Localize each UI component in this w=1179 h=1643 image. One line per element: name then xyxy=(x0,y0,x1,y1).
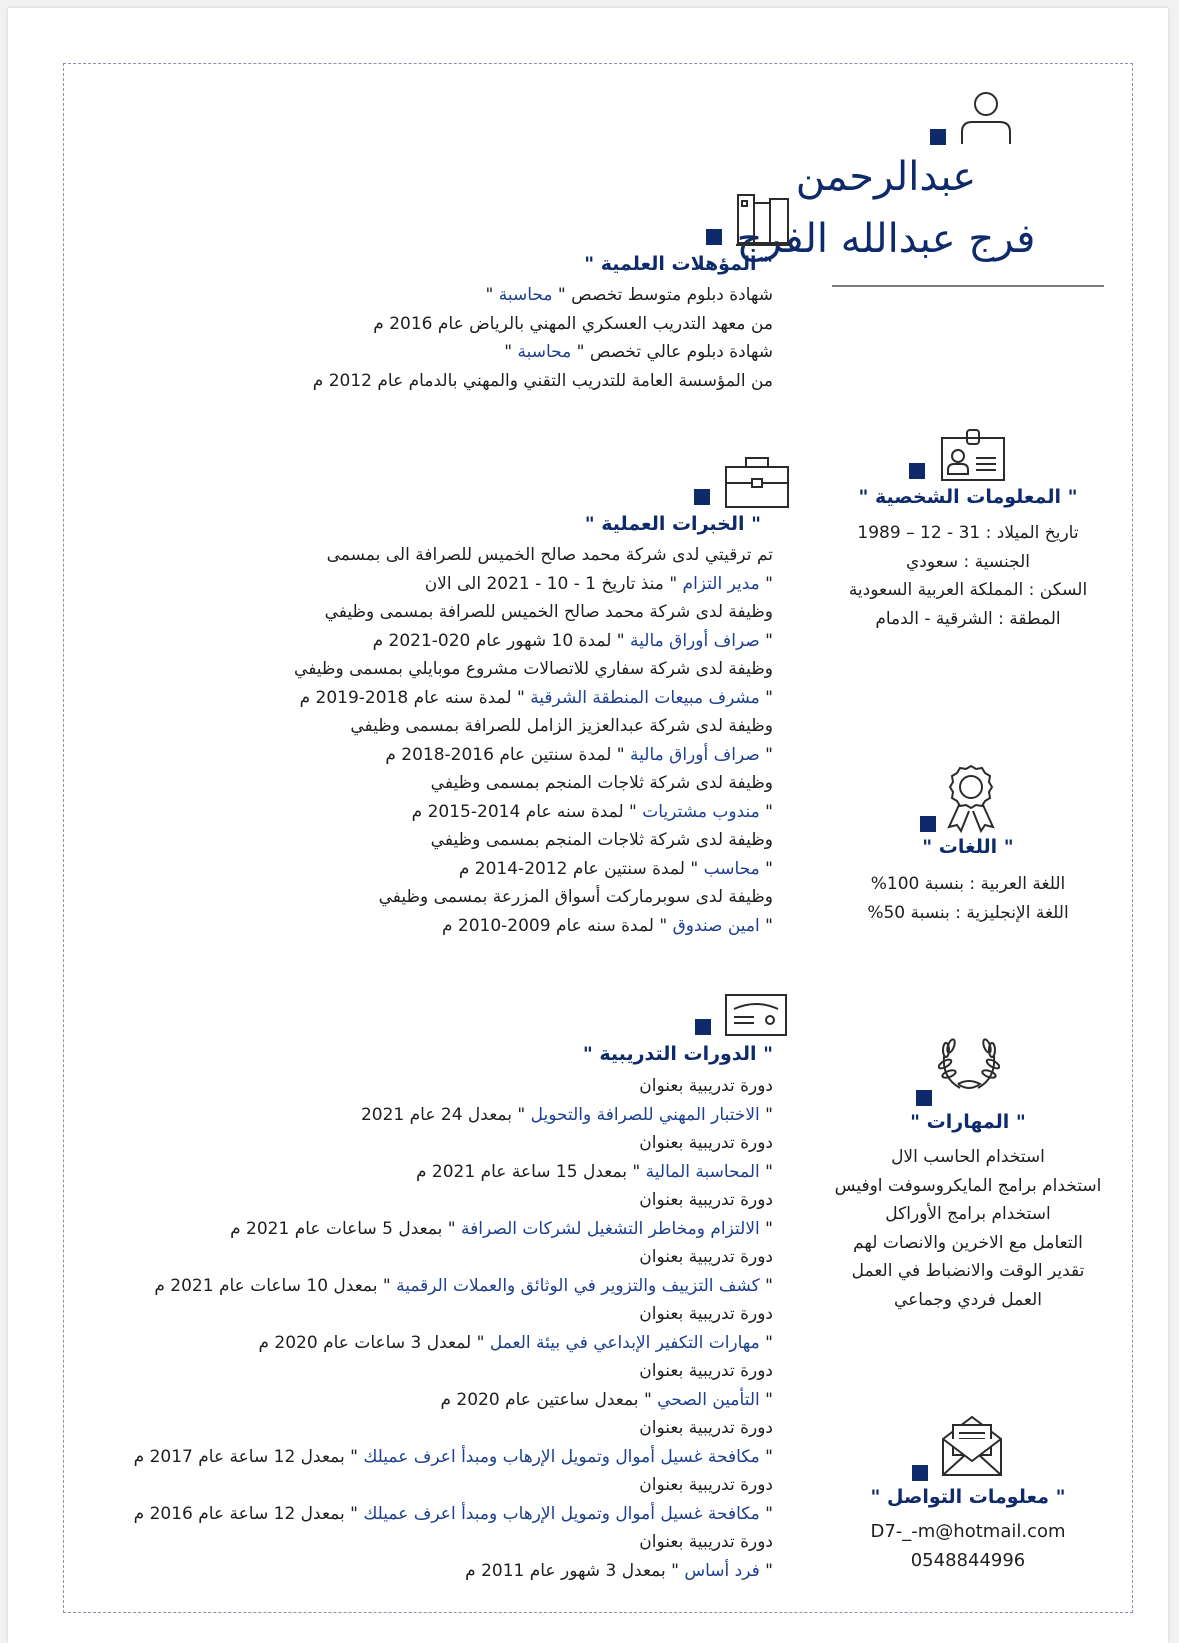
courses-list xyxy=(134,1072,773,1585)
line-text: " xyxy=(759,1503,773,1524)
courses-title: " الدورات التدريبية " xyxy=(582,1043,773,1065)
skill-line: تقدير الوقت والانضباط في العمل xyxy=(851,1261,1085,1281)
language-line: اللغة العربية : بنسبة 100% xyxy=(870,874,1066,894)
highlight-text: الالتزام ومخاطر التشغيل لشركات الصرافة xyxy=(461,1218,760,1239)
line-text: " لمدة سنه عام 2009-2010 م xyxy=(441,915,673,936)
line-text: " xyxy=(759,1104,773,1125)
course-line xyxy=(134,1528,773,1557)
highlight-text: كشف التزييف والتزوير في الوثائق والعملات الرقمية xyxy=(396,1275,760,1296)
personal-info-line: الجنسية : سعودي xyxy=(905,551,1031,572)
line-text: " منذ تاريخ 1 - 10 - 2021 الى الان xyxy=(424,573,683,594)
experience-line xyxy=(294,684,773,713)
line-text: " بمعدل 12 ساعة عام 2016 م xyxy=(133,1503,364,1524)
line-text: " xyxy=(759,1332,773,1353)
line-text: " بمعدل 24 عام 2021 xyxy=(360,1104,531,1125)
experience-line xyxy=(294,826,773,855)
course-line xyxy=(134,1129,773,1158)
line-text: " xyxy=(759,1161,773,1182)
experience-line xyxy=(294,769,773,798)
line-text: دورة تدريبية بعنوان xyxy=(639,1247,773,1267)
skills-list xyxy=(808,1143,1128,1314)
course-line xyxy=(134,1386,773,1415)
skill-line: استخدام برامج الأوراكل xyxy=(885,1204,1051,1224)
line-text: دورة تدريبية بعنوان xyxy=(639,1418,773,1438)
line-text: وظيفة لدى شركة ثلاجات المنجم بمسمى وظيفي xyxy=(430,773,773,793)
contact-list xyxy=(818,1518,1118,1575)
qualification-line xyxy=(313,281,773,310)
qualification-line xyxy=(313,367,773,396)
line-text: " xyxy=(759,1560,773,1581)
line-text: " xyxy=(759,1218,773,1239)
personal-title: " المعلومات الشخصية " xyxy=(858,486,1078,508)
experience-line xyxy=(294,570,773,599)
award-ribbon-icon xyxy=(943,763,999,833)
personal-info-line: تاريخ الميلاد : 31 - 12 – 1989 xyxy=(857,523,1079,543)
course-line xyxy=(134,1272,773,1301)
line-text: وظيفة لدى شركة عبدالعزيز الزامل للصرافة بمسمى وظيفي xyxy=(350,716,773,736)
experience-line xyxy=(294,598,773,627)
line-text: " xyxy=(759,915,773,936)
course-line xyxy=(134,1243,773,1272)
line-text: وظيفة لدى شركة ثلاجات المنجم بمسمى وظيفي xyxy=(430,830,773,850)
line-text: وظيفة لدى شركة محمد صالح الخميس للصرافة بمسمى وظيفي xyxy=(324,602,773,622)
course-line xyxy=(134,1414,773,1443)
id-badge-icon xyxy=(940,428,1006,482)
qualification-line xyxy=(313,310,773,339)
line-text: " بمعدل 3 شهور عام 2011 م xyxy=(465,1560,685,1581)
line-text: من معهد التدريب العسكري المهني بالرياض عام 2016 م xyxy=(373,313,773,334)
line-text: " xyxy=(759,1275,773,1296)
highlight-text: محاسبة xyxy=(517,342,572,362)
personal-info-line: المطقة : الشرقية - الدمام xyxy=(875,608,1061,629)
line-text: " بمعدل ساعتين عام 2020 م xyxy=(440,1389,658,1410)
line-text: " بمعدل 15 ساعة عام 2021 م xyxy=(415,1161,646,1182)
line-text: شهادة دبلوم عالي تخصص " xyxy=(571,342,773,362)
highlight-text: التأمين الصحي xyxy=(657,1389,760,1410)
line-text: دورة تدريبية بعنوان xyxy=(639,1475,773,1495)
experience-line xyxy=(294,712,773,741)
highlight-text: محاسب xyxy=(703,858,760,879)
line-text: " xyxy=(759,1389,773,1410)
highlight-text: المحاسبة المالية xyxy=(645,1161,760,1182)
accent-square xyxy=(695,1019,711,1035)
line-text: دورة تدريبية بعنوان xyxy=(639,1361,773,1381)
line-text: شهادة دبلوم متوسط تخصص " xyxy=(552,285,773,305)
experience-line xyxy=(294,627,773,656)
line-text: " xyxy=(759,801,773,822)
accent-square xyxy=(912,1465,928,1481)
books-icon xyxy=(736,193,792,247)
course-line xyxy=(134,1158,773,1187)
highlight-text: مشرف مبيعات المنطقة الشرقية xyxy=(530,687,760,708)
languages-list xyxy=(818,870,1118,927)
highlight-text: فرد أساس xyxy=(684,1560,760,1581)
qualifications-title: " المؤهلات العلمية " xyxy=(584,253,773,275)
certificate-icon xyxy=(724,993,788,1037)
line-text: " xyxy=(759,858,773,879)
line-text: " xyxy=(759,687,773,708)
line-text: تم ترقيتي لدى شركة محمد صالح الخميس للصرافة الى بمسمى xyxy=(326,545,773,565)
course-line xyxy=(134,1300,773,1329)
qualifications-list xyxy=(313,281,773,395)
course-line xyxy=(134,1072,773,1101)
highlight-text: الاختبار المهني للصرافة والتحويل xyxy=(530,1104,760,1125)
highlight-text: مهارات التكفير الإبداعي في بيئة العمل xyxy=(489,1332,760,1353)
line-text: دورة تدريبية بعنوان xyxy=(639,1190,773,1210)
highlight-text: مندوب مشتريات xyxy=(642,801,760,822)
line-text: " لمدة سنتين عام 2016-2018 م xyxy=(385,744,631,765)
highlight-text: مكافحة غسيل أموال وتمويل الإرهاب ومبدأ اعرف عميلك xyxy=(363,1446,760,1467)
line-text: " xyxy=(759,630,773,651)
experience-line xyxy=(294,855,773,884)
envelope-letter-icon xyxy=(941,1413,1003,1477)
experience-line xyxy=(294,912,773,941)
accent-square xyxy=(706,229,722,245)
line-text: " بمعدل 12 ساعة عام 2017 م xyxy=(133,1446,364,1467)
person-icon xyxy=(958,88,1014,146)
contact-title: " معلومات التواصل " xyxy=(870,1486,1066,1508)
line-text: " لمعدل 3 ساعات عام 2020 م xyxy=(258,1332,490,1353)
highlight-text: صراف أوراق مالية xyxy=(630,630,760,651)
experience-title: " الخبرات العملية " xyxy=(584,513,761,535)
laurel-wreath-icon xyxy=(938,1038,1000,1094)
course-line xyxy=(134,1357,773,1386)
briefcase-icon xyxy=(724,455,790,509)
line-text: وظيفة لدى سوبرماركت أسواق المزرعة بمسمى وظيفي xyxy=(378,887,773,907)
name-first: عبدالرحمن xyxy=(795,154,977,200)
course-line xyxy=(134,1443,773,1472)
personal-list xyxy=(818,519,1118,633)
skill-line: استخدام الحاسب الال xyxy=(891,1147,1045,1167)
line-text: " لمدة سنه عام 2014-2015 م xyxy=(411,801,643,822)
line-text: " xyxy=(504,342,518,362)
course-line xyxy=(134,1215,773,1244)
experience-line xyxy=(294,798,773,827)
course-line xyxy=(134,1186,773,1215)
skill-line: العمل فردي وجماعي xyxy=(893,1289,1043,1310)
line-text: " لمدة سنه عام 2018-2019 م xyxy=(299,687,531,708)
line-text: دورة تدريبية بعنوان xyxy=(639,1133,773,1153)
accent-square xyxy=(930,129,946,145)
accent-square xyxy=(909,463,925,479)
line-text: " لمدة 10 شهور عام 020-2021 م xyxy=(372,630,631,651)
personal-info-line: السكن : المملكة العربية السعودية xyxy=(848,580,1088,600)
resume-page xyxy=(8,8,1168,1643)
experience-line xyxy=(294,741,773,770)
languages-title: " اللغات " xyxy=(922,836,1014,858)
line-text: " بمعدل 10 ساعات عام 2021 م xyxy=(154,1275,397,1296)
language-line: اللغة الإنجليزية : بنسبة 50% xyxy=(867,902,1069,923)
highlight-text: امين صندوق xyxy=(672,915,760,936)
line-text: " xyxy=(759,1446,773,1467)
name-rest: فرج عبدالله الفرج xyxy=(736,216,1036,262)
accent-square xyxy=(916,1090,932,1106)
experience-line xyxy=(294,541,773,570)
skill-line: التعامل مع الاخرين والانصات لهم xyxy=(853,1232,1083,1253)
course-line xyxy=(134,1557,773,1586)
experience-list xyxy=(294,541,773,940)
contact-email[interactable]: D7-_-m@hotmail.com xyxy=(870,1521,1066,1542)
course-line xyxy=(134,1471,773,1500)
qualification-line xyxy=(313,338,773,367)
line-text: " xyxy=(759,744,773,765)
skill-line: استخدام برامج المايكروسوفت اوفيس xyxy=(834,1175,1102,1196)
line-text: " xyxy=(485,285,499,305)
highlight-text: مدير التزام xyxy=(682,573,760,594)
highlight-text: مكافحة غسيل أموال وتمويل الإرهاب ومبدأ اعرف عميلك xyxy=(363,1503,760,1524)
experience-line xyxy=(294,883,773,912)
experience-line xyxy=(294,655,773,684)
line-text: من المؤسسة العامة للتدريب التقني والمهني بالدمام عام 2012 م xyxy=(312,370,773,391)
skills-title: " المهارات " xyxy=(910,1111,1026,1133)
contact-phone[interactable]: 0548844996 xyxy=(910,1549,1026,1571)
accent-square xyxy=(920,816,936,832)
line-text: دورة تدريبية بعنوان xyxy=(639,1532,773,1552)
line-text: دورة تدريبية بعنوان xyxy=(639,1304,773,1324)
course-line xyxy=(134,1500,773,1529)
line-text: وظيفة لدى شركة سفاري للاتصالات مشروع موبايلي بمسمى وظيفي xyxy=(294,659,773,679)
line-text: " لمدة سنتين عام 2012-2014 م xyxy=(458,858,704,879)
highlight-text: صراف أوراق مالية xyxy=(630,744,760,765)
highlight-text: محاسبة xyxy=(498,285,553,305)
name-underline xyxy=(832,285,1104,287)
line-text: " بمعدل 5 ساعات عام 2021 م xyxy=(230,1218,462,1239)
line-text: دورة تدريبية بعنوان xyxy=(639,1076,773,1096)
line-text: " xyxy=(759,573,773,594)
accent-square xyxy=(694,489,710,505)
course-line xyxy=(134,1101,773,1130)
course-line xyxy=(134,1329,773,1358)
